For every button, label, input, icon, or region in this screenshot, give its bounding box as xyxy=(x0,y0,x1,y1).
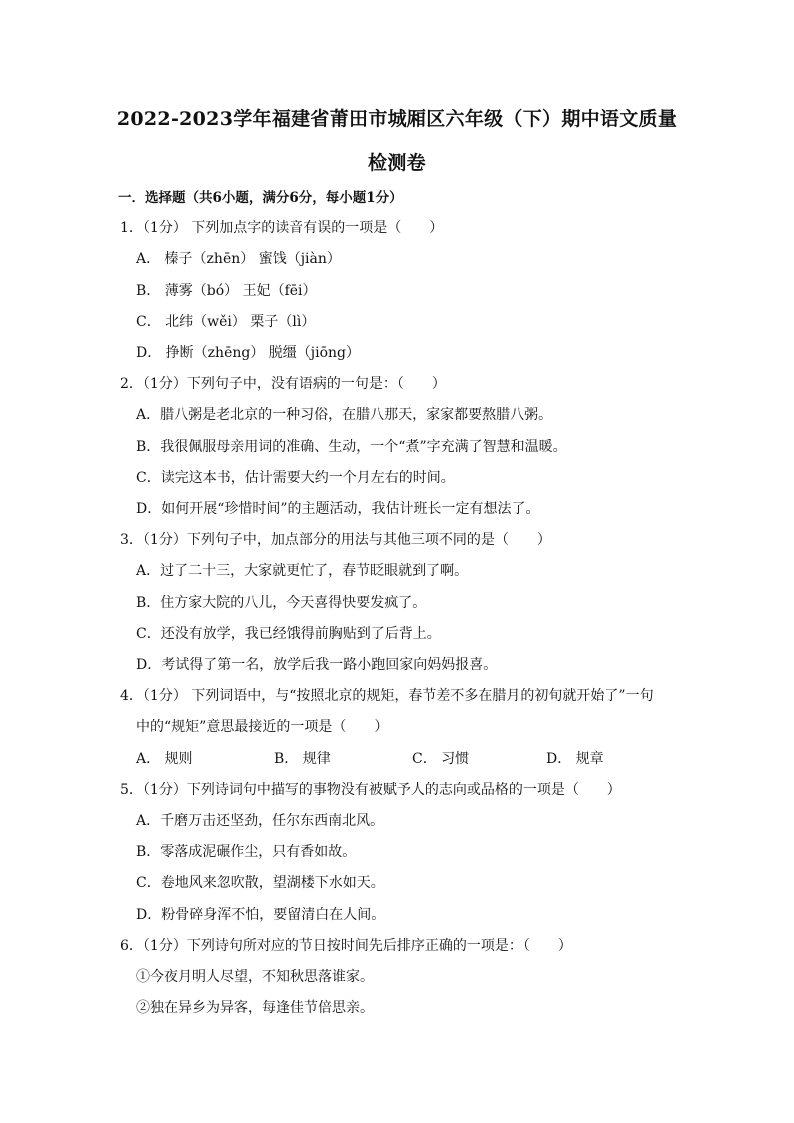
question-4-stem: 4．（1分） 下列词语中，与“按照北京的规矩，春节差不多在腊月的初旬就开始了”一句 xyxy=(120,688,654,704)
question-5-option-b: B．零落成泥碾作尘，只有香如故。 xyxy=(136,844,357,860)
question-6-item-2: ②独在异乡为异客，每逢佳节倍思亲。 xyxy=(136,1000,374,1016)
question-4-option-a: A． 规则 xyxy=(136,751,193,767)
question-2-option-a: A．腊八粥是老北京的一种习俗，在腊八那天，家家都要熬腊八粥。 xyxy=(136,407,553,423)
exam-title-line1: 2022-2023学年福建省莆田市城厢区六年级（下）期中语文质量 xyxy=(116,108,678,130)
question-2-option-c: C．读完这本书，估计需要大约一个月左右的时间。 xyxy=(136,470,455,486)
question-4-option-b: B． 规律 xyxy=(274,751,331,767)
question-2-option-b: B．我很佩服母亲用词的准确、生动，一个“煮”字充满了智慧和温暖。 xyxy=(136,439,567,455)
question-4-stem-continued: 中的“规矩”意思最接近的一项是（ ） xyxy=(136,719,389,735)
question-5-option-d: D．粉骨碎身浑不怕，要留清白在人间。 xyxy=(136,907,386,923)
question-1-stem: 1．（1分） 下列加点字的读音有误的一项是（ ） xyxy=(120,220,444,236)
question-3-option-b: B．住方家大院的八儿，今天喜得快要发疯了。 xyxy=(136,595,427,611)
question-4-option-c: C． 习惯 xyxy=(412,751,470,767)
question-3-stem: 3．（1分）下列句子中，加点部分的用法与其他三项不同的是（ ） xyxy=(120,532,551,548)
question-2-stem: 2．（1分）下列句子中，没有语病的一句是：（ ） xyxy=(120,376,446,392)
section-heading: 一．选择题（共6小题，满分6分，每小题1分） xyxy=(118,190,403,206)
question-3-option-c: C．还没有放学，我已经饿得前胸贴到了后背上。 xyxy=(136,626,441,642)
question-6-stem: 6．（1分）下列诗句所对应的节日按时间先后排序正确的一项是：（ ） xyxy=(120,938,572,954)
question-1-option-b: B． 薄雾（bó） 王妃（fēi） xyxy=(136,283,317,299)
question-2-option-d: D．如何开展“珍惜时间”的主题活动，我估计班长一定有想法了。 xyxy=(136,501,540,517)
question-1-option-d: D． 挣断（zhēng） 脱缰（jiōng） xyxy=(136,345,361,361)
question-1-option-c: C． 北纬（wěi） 栗子（lì） xyxy=(136,314,316,330)
question-6-item-1: ①今夜月明人尽望，不知秋思落谁家。 xyxy=(136,969,374,985)
question-5-stem: 5．（1分）下列诗词句中描写的事物没有被赋予人的志向或品格的一项是（ ） xyxy=(120,782,621,798)
question-5-option-c: C．卷地风来忽吹散，望湖楼下水如天。 xyxy=(136,875,385,891)
exam-title-line2: 检测卷 xyxy=(368,152,426,174)
question-4-option-d: D． 规章 xyxy=(546,751,604,767)
question-5-option-a: A．千磨万击还坚劲，任尔东西南北风。 xyxy=(136,813,385,829)
question-1-option-a: A． 榛子（zhēn） 蜜饯（jiàn） xyxy=(136,251,341,267)
question-3-option-d: D．考试得了第一名，放学后我一路小跑回家向妈妈报喜。 xyxy=(136,657,498,673)
question-3-option-a: A．过了二十三，大家就更忙了，春节眨眼就到了啊。 xyxy=(136,563,469,579)
